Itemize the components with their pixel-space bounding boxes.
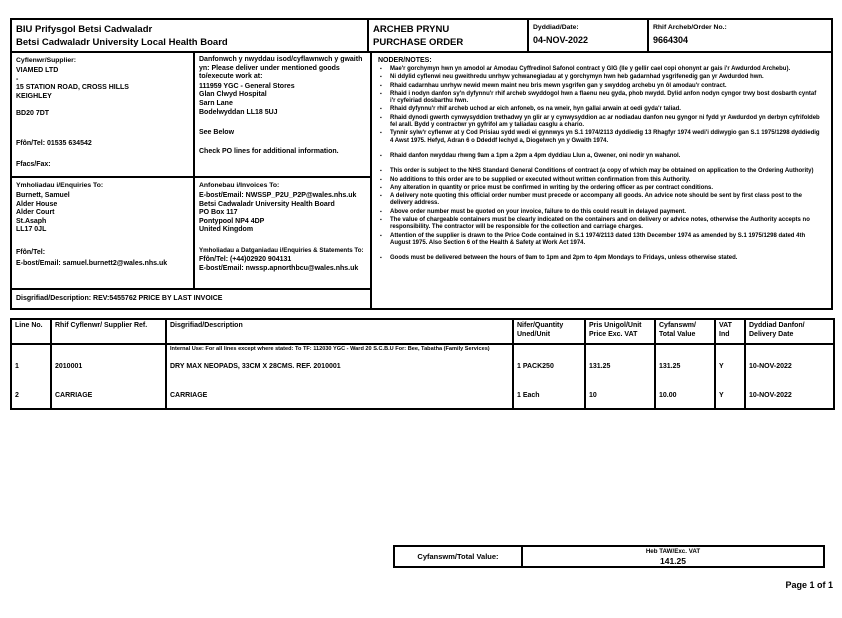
invoices-section [193, 176, 372, 290]
supplier-address [16, 67, 189, 119]
date-value: 04-NOV-2022 [533, 35, 589, 45]
bullet-icon: ▪ [380, 74, 382, 81]
invoices-phone: Ffôn/Tel: (+44)02920 904131 [199, 255, 292, 263]
line-items-body [11, 344, 834, 409]
statements-label: Ymholiadau a Datganiadau i/Enquiries & Statements To: [199, 246, 364, 254]
cell-total-value: 10.00 [655, 390, 715, 409]
line-items-header-row [11, 319, 834, 344]
delivery-address-line: Bodelwyddan LL18 5UJ [199, 108, 278, 116]
invoices-address-line: PO Box 117 [199, 209, 238, 217]
supplier-address-line: KEIGHLEY [16, 92, 52, 100]
see-below-note: See Below [199, 129, 235, 137]
bullet-icon: ▪ [380, 130, 382, 137]
note-text: Any alteration in quantity or price must be confirmed in writing by the ordering officer as per contract conditions. [390, 184, 714, 191]
internal-use-note: Internal Use: For all lines except where stated: To TF: 112030 YGC - Ward 20 S.C.B.U For: Bee, Tabatha (Family Services) [166, 344, 513, 361]
invoices-address-line: United Kingdom [199, 226, 254, 234]
empty-cell [585, 344, 655, 361]
delivery-address [199, 83, 366, 117]
delivery-address-line: 111959 YGC - General Stores [199, 82, 295, 90]
note-item [378, 153, 825, 160]
date-label: Dyddiad/Date: [533, 24, 579, 31]
supplier-phone-label: Ffôn/Tel: [16, 139, 46, 147]
bullet-icon: ▪ [380, 176, 382, 183]
note-item [378, 209, 825, 216]
order-number-value: 9664304 [653, 35, 689, 45]
bullet-icon: ▪ [380, 82, 382, 89]
cell-vat-ind: Y [715, 390, 745, 409]
note-text: Tynnir sylw'r cyflenwr at y Cod Prisiau sydd wedi ei gynnwys yn S.1 1974/2113 dyddiedig 13 Rhagfyr 1974 wedi'i ddiwygio gan S.1 1975/1298 dyddiedig 4 Awst 1975. Hefyd, Adran 6 o Ddeddf Iechyd a, Diogelwch yn y Gwaith 1974. [390, 130, 820, 144]
enquiries-label: Ymholiadau i/Enquiries To: [16, 182, 104, 189]
note-text: Above order number must be quoted on your invoice, failure to do this could result in delayed payment. [390, 208, 687, 215]
order-date-section [527, 18, 649, 53]
doc-title-welsh: ARCHEB PRYNU [373, 24, 450, 35]
cell-quantity: 1 PACK250 [513, 361, 585, 390]
cell-line-no: 1 [11, 361, 51, 390]
note-item [378, 91, 825, 106]
supplier-address-line: - [16, 75, 19, 83]
invoices-email: E-bost/Email: nwssp.apnorthbcu@wales.nhs.uk [199, 264, 359, 272]
cell-total-value: 131.25 [655, 361, 715, 390]
cell-unit-price: 131.25 [585, 361, 655, 390]
note-item [378, 185, 825, 192]
note-item [378, 83, 825, 90]
cell-description: DRY MAX NEOPADS, 33CM X 28CMS. REF. 2010001 [166, 361, 513, 390]
enquiries-phone-label: Ffôn/Tel: [16, 248, 46, 256]
column-header: Nifer/Quantity Uned/Unit [513, 319, 585, 344]
column-header: VAT Ind [715, 319, 745, 344]
invoices-address-line: Pontypool NP4 4DP [199, 217, 265, 225]
note-item [378, 106, 825, 113]
cell-supplier-ref: CARRIAGE [51, 390, 166, 409]
enquiries-address-line: LL17 0JL [16, 226, 47, 234]
notes-section [370, 51, 833, 310]
enquiries-section [10, 176, 195, 290]
note-text: Rhaid dynodi gwerth cynwysyddion trethadwy yn glir ar y cynwysyddion ac ar nodiadau danfon neu gyngor ni fydd yr Awdurdod yn derbyn cyfrifoldeb fel arall. Bydd y contractwr yn gyfrifol am y taliadau casglu a chario. [390, 114, 820, 129]
invoices-label: Anfonebau i/Invoices To: [199, 182, 280, 189]
bullet-icon: ▪ [380, 193, 382, 200]
enquiries-address-line: Burnett, Samuel [16, 192, 70, 199]
description-band [10, 288, 372, 310]
bullet-icon: ▪ [380, 217, 382, 224]
cell-quantity: 1 Each [513, 390, 585, 409]
empty-cell [11, 344, 51, 361]
invoices-address-line: Betsi Cadwaladr University Health Board [199, 200, 335, 208]
note-text: No additions to this order are to be supplied or executed without written confirmation from this Authority. [390, 176, 691, 183]
supplier-phone [16, 139, 189, 148]
note-text: Rhaid danfon nwyddau rhwng 9am a 1pm a 2pm a 4pm dyddiau Llun a, Gwener, oni nodir yn wahanol. [390, 152, 681, 159]
note-item [378, 233, 825, 248]
column-header: Line No. [11, 319, 51, 344]
deliver-to-label: Danfonwch y nwyddau isod/cyflawnwch y gwaith yn: Please deliver under mentioned goods to/execute work at: [199, 56, 363, 81]
order-number-section [647, 18, 833, 53]
cell-vat-ind: Y [715, 361, 745, 390]
bullet-icon: ▪ [380, 168, 382, 175]
bullet-icon: ▪ [380, 184, 382, 191]
total-value-cell [523, 547, 823, 566]
column-header: Cyfanswm/ Total Value [655, 319, 715, 344]
total-label: Cyfanswm/Total Value: [395, 547, 523, 566]
supplier-address-line: VIAMED LTD [16, 67, 59, 74]
supplier-address-line [16, 101, 189, 110]
note-text: Goods must be delivered between the hours of 9am to 1pm and 2pm to 4pm Mondays to Fridays, unless otherwise stated. [390, 255, 738, 262]
note-item [378, 177, 825, 184]
note-text: Attention of the supplier is drawn to the Price Code contained in S.1 1974/2113 dated 13th December 1974 as amended by S.1 1975/1298 dated 4th August 1975. Also Section 6 of the Health & Safety at Work Act 1974. [390, 232, 806, 246]
empty-cell [745, 344, 834, 361]
total-value: 141.25 [660, 556, 686, 566]
enquiries-address [16, 192, 189, 235]
table-row [11, 361, 834, 390]
note-text: Rhaid cadarnhau unrhyw newid mewn maint neu bris mewn ysgrifen gan y swyddog archebu yn ôl amodau'r contract. [390, 82, 727, 89]
note-text: This order is subject to the NHS Standard General Conditions of contract (a copy of which may be obtained on application to the Ordering Authority) [390, 168, 814, 175]
vat-note: Heb TAW/Exc. VAT [645, 548, 701, 555]
deliver-to-section [193, 51, 372, 178]
delivery-address-line: Glan Clwyd Hospital [199, 91, 267, 99]
table-row [11, 390, 834, 409]
bullet-icon: ▪ [380, 152, 382, 159]
enquiries-address-line: Alder Court [16, 209, 55, 217]
document-title [367, 18, 529, 53]
doc-title-english: PURCHASE ORDER [373, 37, 464, 48]
bullet-icon: ▪ [380, 255, 382, 262]
bullet-icon: ▪ [380, 90, 382, 97]
supplier-address-line: BD20 7DT [16, 109, 50, 117]
cell-line-no: 2 [11, 390, 51, 409]
page-number: Page 1 of 1 [785, 580, 833, 590]
line-items-table [10, 318, 835, 410]
organisation-header [10, 18, 369, 53]
delivery-address-line: Sarn Lane [199, 99, 233, 107]
cell-delivery-date: 10-NOV-2022 [745, 390, 834, 409]
empty-cell [51, 344, 166, 361]
cell-description: CARRIAGE [166, 390, 513, 409]
column-header: Dyddiad Danfon/ Delivery Date [745, 319, 834, 344]
empty-cell [513, 344, 585, 361]
note-item [378, 255, 825, 262]
note-text: Rhaid i nodyn danfon sy'n dyfynnu'r rhif archeb swyddogol hwn a flaenu neu gyda, phob nwydd. Dylid anfon nodyn cyngor trwy bost dosbarth cyntaf i'r cyfeiriad dosbarthu hwn. [390, 90, 817, 105]
org-name-english: Betsi Cadwaladr University Local Health Board [16, 37, 228, 48]
check-po-note: Check PO lines for additional information. [199, 148, 339, 156]
bullet-icon: ▪ [380, 106, 382, 113]
supplier-fax-label: Ffacs/Fax: [16, 160, 51, 168]
column-header: Pris Unigol/Unit Price Exc. VAT [585, 319, 655, 344]
note-item [378, 115, 825, 130]
bullet-icon: ▪ [380, 208, 382, 215]
note-item [378, 217, 825, 232]
notes-title: NODER/NOTES: [378, 57, 432, 64]
total-section [393, 545, 825, 568]
supplier-address-line: 15 STATION ROAD, CROSS HILLS [16, 84, 129, 92]
enquiries-address-line: Alder House [16, 200, 58, 208]
enquiries-email: E-bost/Email: samuel.burnett2@wales.nhs.uk [16, 259, 168, 267]
note-text: The value of chargeable containers must be clearly indicated on the containers and on delivery or advice notes, otherwise the Authority accepts no responsibility. The contractor will be responsible for the collection and carriage charges. [390, 217, 810, 231]
supplier-phone-value: 01535 634542 [46, 139, 92, 147]
notes-list [378, 66, 825, 263]
column-header: Rhif Cyflenwr/ Supplier Ref. [51, 319, 166, 344]
note-text: Rhaid dyfynnu'r rhif archeb uchod ar eich anfoneb, os na wneir, hyn gallai arwain at oedi gyda'r taliad. [390, 106, 681, 113]
invoices-address-line: E-bost/Email: NWSSP_P2U_P2P@wales.nhs.uk [199, 192, 357, 199]
note-text: Mae'r gorchymyn hwn yn amodol ar Amodau Cyffredinol Safonol contract y GIG (lle y gellir cael copi ohonynt ar gais i'r Awdurdod Archebu). [390, 66, 791, 72]
org-name-welsh: BIU Prifysgol Betsi Cadwaladr [16, 24, 153, 35]
cell-delivery-date: 10-NOV-2022 [745, 361, 834, 390]
bullet-icon: ▪ [380, 232, 382, 239]
description-band-text: Disgrifiad/Description: REV:5455762 PRICE BY LAST INVOICE [16, 294, 223, 302]
note-item [378, 66, 825, 73]
supplier-section [10, 51, 195, 178]
supplier-label: Cyflenwr/Supplier: [16, 57, 77, 64]
bullet-icon: ▪ [380, 66, 382, 72]
note-text: Ni ddylid cyflenwi neu gweithredu unrhyw ychwanegiadau at y gorchymyn hwn heb gadarnhad ysgrifenedig gan yr Awdurdod hwn. [390, 74, 764, 81]
note-item [378, 74, 825, 81]
note-item [378, 193, 825, 208]
note-item [378, 130, 825, 145]
note-text: A delivery note quoting this official order number must precede or accompany all goods. An advice note should be sent by first class post to the delivery address. [390, 193, 802, 207]
bullet-icon: ▪ [380, 114, 382, 121]
note-item [378, 168, 825, 175]
enquiries-address-line: St.Asaph [16, 217, 47, 225]
empty-cell [655, 344, 715, 361]
internal-use-row [11, 344, 834, 361]
cell-supplier-ref: 2010001 [51, 361, 166, 390]
order-number-label: Rhif Archeb/Order No.: [653, 24, 727, 31]
invoices-address [199, 192, 366, 235]
empty-cell [715, 344, 745, 361]
cell-unit-price: 10 [585, 390, 655, 409]
column-header: Disgrifiad/Description [166, 319, 513, 344]
